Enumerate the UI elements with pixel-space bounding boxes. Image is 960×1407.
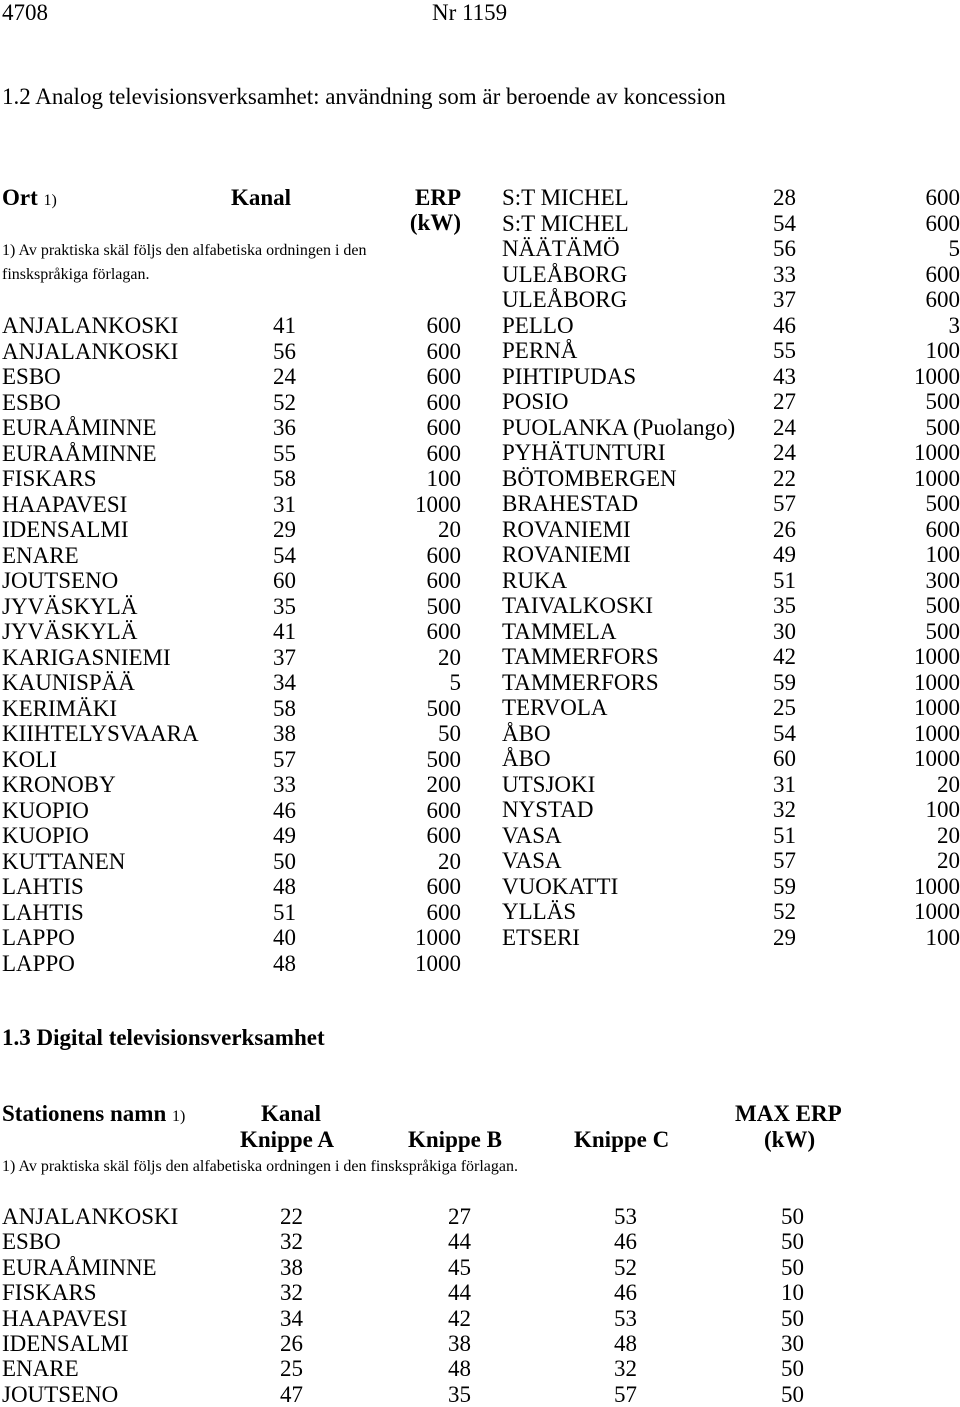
station-name: FISKARS <box>2 1280 97 1306</box>
erp-value: 500 <box>926 415 960 441</box>
column-header-erp: ERP <box>415 185 461 211</box>
station-name: YLLÄS <box>502 899 576 925</box>
erp-value: 300 <box>926 568 960 594</box>
table-row <box>0 1382 960 1407</box>
station-name: KUOPIO <box>2 823 89 849</box>
channel-number: 29 <box>773 925 796 951</box>
channel-number: 52 <box>273 390 296 416</box>
station-name: NYSTAD <box>502 797 593 823</box>
channel-number: 32 <box>773 797 796 823</box>
erp-value: 600 <box>926 287 960 313</box>
max-erp-value: 50 <box>781 1255 804 1281</box>
table-row <box>0 1255 960 1281</box>
erp-value: 20 <box>438 645 461 671</box>
table-row <box>0 491 960 517</box>
erp-value: 20 <box>937 823 960 849</box>
station-name: NÄÄTÄMÖ <box>502 236 620 262</box>
station-name: PELLO <box>502 313 574 339</box>
erp-value: 20 <box>937 772 960 798</box>
station-name: EURAÅMINNE <box>2 1255 157 1281</box>
station-name: VUOKATTI <box>502 874 618 900</box>
erp-value: 20 <box>937 848 960 874</box>
station-name: JYVÄSKYLÄ <box>2 619 137 645</box>
channel-number: 29 <box>273 517 296 543</box>
knippe-a-channel: 22 <box>280 1204 303 1230</box>
station-name: LAHTIS <box>2 900 84 926</box>
station-name: TAIVALKOSKI <box>502 593 653 619</box>
erp-value: 1000 <box>415 951 461 977</box>
knippe-c-channel: 53 <box>614 1306 637 1332</box>
knippe-b-channel: 44 <box>448 1229 471 1255</box>
station-name: KAUNISPÄÄ <box>2 670 135 696</box>
erp-value: 1000 <box>415 492 461 518</box>
knippe-b-channel: 38 <box>448 1331 471 1357</box>
channel-number: 60 <box>273 568 296 594</box>
channel-number: 38 <box>273 721 296 747</box>
erp-value: 100 <box>926 797 960 823</box>
ort-label: Ort <box>2 185 38 210</box>
station-name: PUOLANKA (Puolango) <box>502 415 735 441</box>
channel-number: 55 <box>773 338 796 364</box>
footnote-line-1: 1) Av praktiska skäl följs den alfabetiska ordningen i den <box>2 242 367 260</box>
table-row <box>0 593 960 619</box>
channel-number: 33 <box>273 772 296 798</box>
knippe-a-channel: 25 <box>280 1356 303 1382</box>
erp-value: 600 <box>427 339 462 365</box>
table-row <box>0 287 960 313</box>
station-name: KERIMÄKI <box>2 696 117 722</box>
channel-number: 54 <box>273 543 296 569</box>
erp-value: 600 <box>427 798 462 824</box>
erp-value: 100 <box>427 466 462 492</box>
max-erp-value: 50 <box>781 1204 804 1230</box>
table-row <box>0 721 960 747</box>
station-name: IDENSALMI <box>2 1331 129 1357</box>
station-name: KARIGASNIEMI <box>2 645 171 671</box>
station-name: KRONOBY <box>2 772 116 798</box>
station-name: RUKA <box>502 568 567 594</box>
table-row <box>0 899 960 925</box>
station-name: POSIO <box>502 389 568 415</box>
channel-number: 40 <box>273 925 296 951</box>
channel-number: 27 <box>773 389 796 415</box>
knippe-c-channel: 52 <box>614 1255 637 1281</box>
max-erp-value: 50 <box>781 1306 804 1332</box>
table-row <box>0 823 960 849</box>
erp-value: 100 <box>926 542 960 568</box>
station-name: TERVOLA <box>502 695 607 721</box>
channel-number: 50 <box>273 849 296 875</box>
station-name: TAMMERFORS <box>502 644 659 670</box>
erp-value: 1000 <box>914 695 960 721</box>
page-number: 4708 <box>2 0 48 26</box>
channel-number: 24 <box>773 440 796 466</box>
erp-value: 600 <box>427 441 462 467</box>
channel-number: 42 <box>773 644 796 670</box>
erp-value: 500 <box>926 491 960 517</box>
erp-value: 600 <box>926 211 960 237</box>
channel-number: 54 <box>773 721 796 747</box>
station-name: JYVÄSKYLÄ <box>2 594 137 620</box>
erp-value: 1000 <box>914 899 960 925</box>
knippe-c-channel: 57 <box>614 1382 637 1407</box>
erp-value: 3 <box>949 313 960 339</box>
erp-value: 1000 <box>415 925 461 951</box>
erp-value: 1000 <box>914 670 960 696</box>
erp-value: 600 <box>427 390 462 416</box>
station-name: ENARE <box>2 543 79 569</box>
station-name: HAAPAVESI <box>2 1306 127 1332</box>
footnote-line-2: finskspråkiga förlagan. <box>2 266 150 284</box>
table-row <box>0 440 960 466</box>
channel-number: 46 <box>773 313 796 339</box>
channel-number: 58 <box>273 466 296 492</box>
knippe-c-channel: 46 <box>614 1229 637 1255</box>
table-row <box>0 746 960 772</box>
table-row <box>0 364 960 390</box>
knippe-a-channel: 32 <box>280 1280 303 1306</box>
knippe-a-channel: 47 <box>280 1382 303 1407</box>
erp-value: 600 <box>427 619 462 645</box>
station-name: ULEÅBORG <box>502 287 627 313</box>
max-erp-value: 50 <box>781 1229 804 1255</box>
erp-value: 600 <box>926 517 960 543</box>
erp-value: 1000 <box>914 644 960 670</box>
channel-number: 49 <box>773 542 796 568</box>
channel-number: 57 <box>773 848 796 874</box>
knippe-c-channel: 48 <box>614 1331 637 1357</box>
station-name: ESBO <box>2 364 61 390</box>
station-name: VASA <box>502 823 562 849</box>
knippe-c-channel: 32 <box>614 1356 637 1382</box>
erp-value: 100 <box>926 338 960 364</box>
footnote-marker: 1) <box>172 1108 185 1125</box>
channel-number: 49 <box>273 823 296 849</box>
channel-number: 33 <box>773 262 796 288</box>
column-header-unit: (kW) <box>764 1127 815 1153</box>
erp-value: 600 <box>926 185 960 211</box>
knippe-b-channel: 42 <box>448 1306 471 1332</box>
station-name: TAMMELA <box>502 619 616 645</box>
channel-number: 41 <box>273 619 296 645</box>
column-header-knippe-b: Knippe B <box>408 1127 502 1153</box>
channel-number: 28 <box>773 185 796 211</box>
station-name: ANJALANKOSKI <box>2 1204 178 1230</box>
erp-value: 500 <box>427 594 462 620</box>
knippe-b-channel: 44 <box>448 1280 471 1306</box>
table-row <box>0 848 960 874</box>
column-header-kanal: Kanal <box>231 185 291 211</box>
erp-value: 50 <box>438 721 461 747</box>
station-name: JOUTSENO <box>2 1382 118 1407</box>
station-name: LAHTIS <box>2 874 84 900</box>
channel-number: 37 <box>273 645 296 671</box>
station-name: ÅBO <box>502 721 551 747</box>
station-name: LAPPO <box>2 925 75 951</box>
erp-value: 100 <box>926 925 960 951</box>
channel-number: 59 <box>773 874 796 900</box>
channel-number: 54 <box>773 211 796 237</box>
erp-value: 600 <box>427 364 462 390</box>
erp-value: 5 <box>949 236 960 262</box>
knippe-a-channel: 32 <box>280 1229 303 1255</box>
knippe-a-channel: 38 <box>280 1255 303 1281</box>
station-name: JOUTSENO <box>2 568 118 594</box>
channel-number: 22 <box>773 466 796 492</box>
station-name: KUOPIO <box>2 798 89 824</box>
channel-number: 51 <box>773 568 796 594</box>
table-row <box>0 619 960 645</box>
station-name: PERNÅ <box>502 338 577 364</box>
erp-value: 1000 <box>914 874 960 900</box>
channel-number: 31 <box>773 772 796 798</box>
table-row <box>0 211 960 237</box>
channel-number: 35 <box>273 594 296 620</box>
max-erp-value: 50 <box>781 1356 804 1382</box>
channel-number: 26 <box>773 517 796 543</box>
erp-value: 600 <box>427 823 462 849</box>
knippe-b-channel: 45 <box>448 1255 471 1281</box>
channel-number: 48 <box>273 951 296 977</box>
channel-number: 36 <box>273 415 296 441</box>
column-header-knippe-a: Knippe A <box>240 1127 334 1153</box>
channel-number: 52 <box>773 899 796 925</box>
channel-number: 24 <box>273 364 296 390</box>
station-name: PIHTIPUDAS <box>502 364 636 390</box>
erp-value: 600 <box>427 874 462 900</box>
channel-number: 56 <box>773 236 796 262</box>
table-row <box>0 695 960 721</box>
station-name: ETSERI <box>502 925 580 951</box>
erp-value: 200 <box>427 772 462 798</box>
table-row <box>0 517 960 543</box>
knippe-a-channel: 26 <box>280 1331 303 1357</box>
station-name: FISKARS <box>2 466 97 492</box>
erp-value: 5 <box>450 670 462 696</box>
station-name: KIIHTELYSVAARA <box>2 721 199 747</box>
station-name: UTSJOKI <box>502 772 595 798</box>
channel-number: 60 <box>773 746 796 772</box>
knippe-b-channel: 27 <box>448 1204 471 1230</box>
channel-number: 57 <box>773 491 796 517</box>
column-header-kanal: Kanal <box>261 1101 321 1127</box>
station-name: LAPPO <box>2 951 75 977</box>
channel-number: 57 <box>273 747 296 773</box>
station-name: S:T MICHEL <box>502 211 629 237</box>
knippe-b-channel: 35 <box>448 1382 471 1407</box>
channel-number: 35 <box>773 593 796 619</box>
erp-value: 1000 <box>914 364 960 390</box>
station-name: S:T MICHEL <box>502 185 629 211</box>
table-row <box>0 236 960 262</box>
table-row <box>0 1229 960 1255</box>
table-row <box>0 772 960 798</box>
table-row <box>0 568 960 594</box>
station-name: VASA <box>502 848 562 874</box>
table-row <box>0 338 960 364</box>
channel-number: 59 <box>773 670 796 696</box>
table-row <box>0 262 960 288</box>
station-name: EURAÅMINNE <box>2 441 157 467</box>
station-name: KOLI <box>2 747 57 773</box>
station-name: ROVANIEMI <box>502 517 631 543</box>
erp-value: 600 <box>427 543 462 569</box>
station-name: HAAPAVESI <box>2 492 127 518</box>
max-erp-value: 30 <box>781 1331 804 1357</box>
erp-value: 1000 <box>914 746 960 772</box>
erp-value: 600 <box>427 313 462 339</box>
table-row <box>0 1356 960 1382</box>
channel-number: 25 <box>773 695 796 721</box>
station-name: BRAHESTAD <box>502 491 638 517</box>
station-name: ESBO <box>2 390 61 416</box>
erp-value: 500 <box>926 619 960 645</box>
table-row <box>0 1331 960 1357</box>
table-row <box>0 415 960 441</box>
erp-value: 500 <box>926 389 960 415</box>
station-name: ENARE <box>2 1356 79 1382</box>
station-name: ESBO <box>2 1229 61 1255</box>
knippe-c-channel: 46 <box>614 1280 637 1306</box>
erp-value: 1000 <box>914 440 960 466</box>
max-erp-value: 10 <box>781 1280 804 1306</box>
table-row <box>0 185 960 211</box>
channel-number: 34 <box>273 670 296 696</box>
digital-section-heading: 1.3 Digital televisionsverksamhet <box>2 1025 325 1051</box>
table-row <box>0 389 960 415</box>
station-name: EURAÅMINNE <box>2 415 157 441</box>
footnote: 1) Av praktiska skäl följs den alfabetiska ordningen i den finskspråkiga förlagan. <box>2 1158 518 1176</box>
erp-value: 1000 <box>914 721 960 747</box>
knippe-b-channel: 48 <box>448 1356 471 1382</box>
station-label: Stationens namn <box>2 1101 166 1126</box>
erp-value: 20 <box>438 517 461 543</box>
table-row <box>0 313 960 339</box>
station-name: PYHÄTUNTURI <box>502 440 666 466</box>
table-row <box>0 925 960 951</box>
table-row <box>0 670 960 696</box>
station-name: KUTTANEN <box>2 849 125 875</box>
erp-value: 600 <box>427 568 462 594</box>
erp-value: 500 <box>427 696 462 722</box>
table-row <box>0 466 960 492</box>
channel-number: 51 <box>273 900 296 926</box>
table-row <box>0 542 960 568</box>
max-erp-value: 50 <box>781 1382 804 1407</box>
table-row <box>0 1280 960 1306</box>
channel-number: 48 <box>273 874 296 900</box>
station-name: TAMMERFORS <box>502 670 659 696</box>
channel-number: 55 <box>273 441 296 467</box>
channel-number: 31 <box>273 492 296 518</box>
erp-value: 1000 <box>914 466 960 492</box>
erp-value: 20 <box>438 849 461 875</box>
table-row <box>0 644 960 670</box>
channel-number: 41 <box>273 313 296 339</box>
column-header-erp-unit: (kW) <box>410 210 461 236</box>
station-name: IDENSALMI <box>2 517 129 543</box>
channel-number: 46 <box>273 798 296 824</box>
channel-number: 37 <box>773 287 796 313</box>
station-name: ANJALANKOSKI <box>2 313 178 339</box>
channel-number: 56 <box>273 339 296 365</box>
erp-value: 600 <box>427 900 462 926</box>
erp-value: 500 <box>427 747 462 773</box>
column-header-station <box>2 1101 185 1127</box>
channel-number: 58 <box>273 696 296 722</box>
erp-value: 600 <box>926 262 960 288</box>
document-number: Nr 1159 <box>432 0 507 26</box>
channel-number: 43 <box>773 364 796 390</box>
channel-number: 24 <box>773 415 796 441</box>
table-row <box>0 1204 960 1230</box>
erp-value: 600 <box>427 415 462 441</box>
table-row <box>0 874 960 900</box>
analog-section-heading: 1.2 Analog televisionsverksamhet: användning som är beroende av koncession <box>2 84 726 110</box>
table-row <box>0 797 960 823</box>
station-name: ANJALANKOSKI <box>2 339 178 365</box>
erp-value: 500 <box>926 593 960 619</box>
knippe-c-channel: 53 <box>614 1204 637 1230</box>
column-header-knippe-c: Knippe C <box>574 1127 669 1153</box>
table-row <box>0 1306 960 1332</box>
station-name: ÅBO <box>502 746 551 772</box>
channel-number: 30 <box>773 619 796 645</box>
station-name: ULEÅBORG <box>502 262 627 288</box>
station-name: ROVANIEMI <box>502 542 631 568</box>
footnote-marker: 1) <box>44 192 57 209</box>
knippe-a-channel: 34 <box>280 1306 303 1332</box>
table-row <box>0 951 960 977</box>
station-name: BÖTOMBERGEN <box>502 466 677 492</box>
channel-number: 51 <box>773 823 796 849</box>
column-header-max-erp: MAX ERP <box>735 1101 842 1127</box>
